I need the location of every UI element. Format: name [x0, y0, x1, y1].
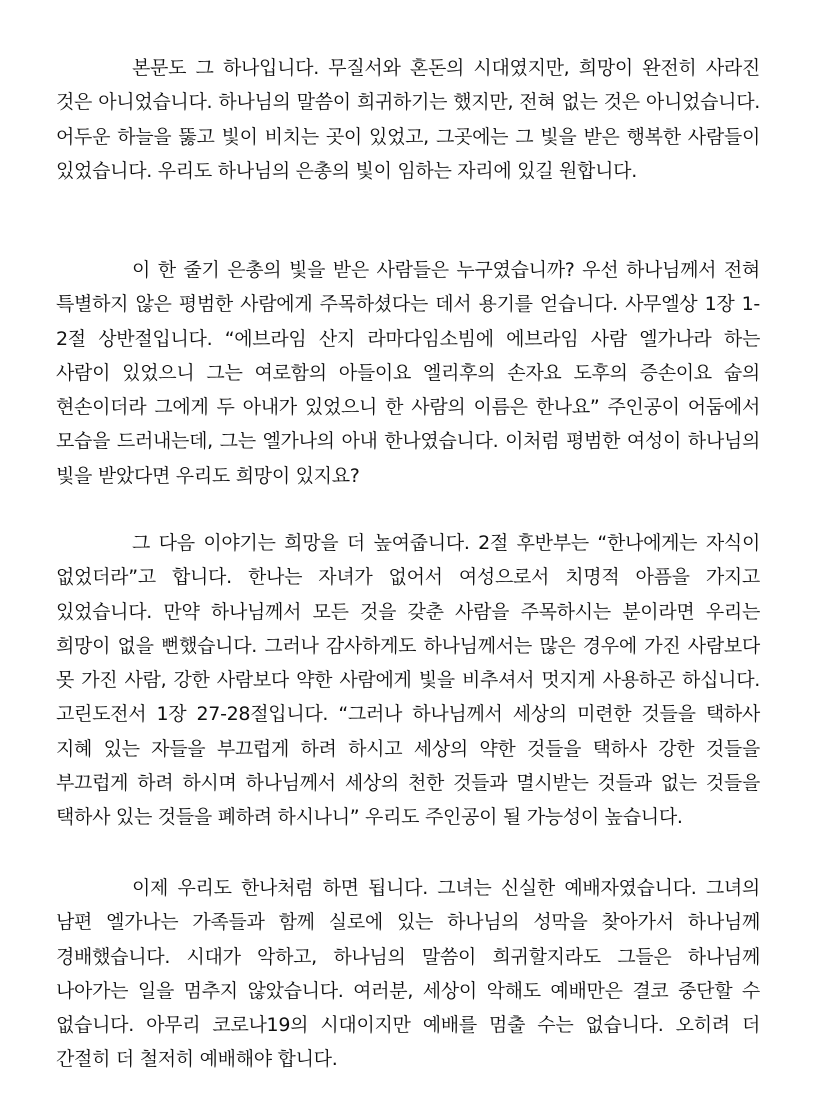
paragraph-3: 그 다음 이야기는 희망을 더 높여줍니다. 2절 후반부는 “한나에게는 자식이 없었더라”고 합니다. 한나는 자녀가 없어서 여성으로서 치명적 아픔을 가지고 있었습니다. 만약 하나님께서 모든 것을 갖춘 사람을 주목하시는 분이라면 우리는 희망이 없을 뻔했습니다. 그러나 감사하게도 하나님께서는 많은 경우에 가진 사람보다 못 가진 사람, 강한 사람보다 약한 사람에게 빛을 비추셔서 멋지게 사용하곤 하십니다. 고린도전서 1장 27-28절입니다. “그러나 하나님께서 세상의 미련한 것들을 택하사 지혜 있는 자들을 부끄럽게 하려 하시고 세상의 약한 것들을 택하사 강한 것들을 부끄럽게 하려 하시며 하나님께서 세상의 천한 것들과 멸시받는 것들과 없는 것들을 택하사 있는 것들을 폐하려 하시나니” 우리도 주인공이 될 가능성이 높습니다. — [56, 532, 760, 829]
paragraph-1: 본문도 그 하나입니다. 무질서와 혼돈의 시대였지만, 희망이 완전히 사라진 것은 아니었습니다. 하나님의 말씀이 희귀하기는 했지만, 전혀 없는 것은 아니었습니다. 어두운 하늘을 뚫고 빛이 비치는 곳이 있었고, 그곳에는 그 빛을 받은 행복한 사람들이 있었습니다. 우리도 하나님의 은총의 빛이 임하는 자리에 있길 원합니다. — [56, 57, 760, 182]
paragraph-2: 이 한 줄기 은총의 빛을 받은 사람들은 누구였습니까? 우선 하나님께서 전혀 특별하지 않은 평범한 사람에게 주목하셨다는 데서 용기를 얻습니다. 사무엘상 1장 1-2절 상반절입니다. “에브라임 산지 라마다임소빔에 에브라임 사람 엘가나라 하는 사람이 있었으니 그는 여로함의 아들이요 엘리후의 손자요 도후의 증손이요 숩의 현손이더라 그에게 두 아내가 있었으니 한 사람의 이름은 한나요” 주인공이 어둠에서 모습을 드러내는데, 그는 엘가나의 아내 한나였습니다. 이처럼 평범한 여성이 하나님의 빛을 받았다면 우리도 희망이 있지요? — [56, 259, 760, 487]
paragraph-4: 이제 우리도 한나처럼 하면 됩니다. 그녀는 신실한 예배자였습니다. 그녀의 남편 엘가나는 가족들과 함께 실로에 있는 하나님의 성막을 찾아가서 하나님께 경배했습니다. 시대가 악하고, 하나님의 말씀이 희귀할지라도 그들은 하나님께 나아가는 일을 멈추지 않았습니다. 여러분, 세상이 악해도 예배만은 결코 중단할 수 없습니다. 아무리 코로나19의 시대이지만 예배를 멈출 수는 없습니다. 오히려 더 간절히 더 철저히 예배해야 합니다. — [56, 877, 760, 1071]
